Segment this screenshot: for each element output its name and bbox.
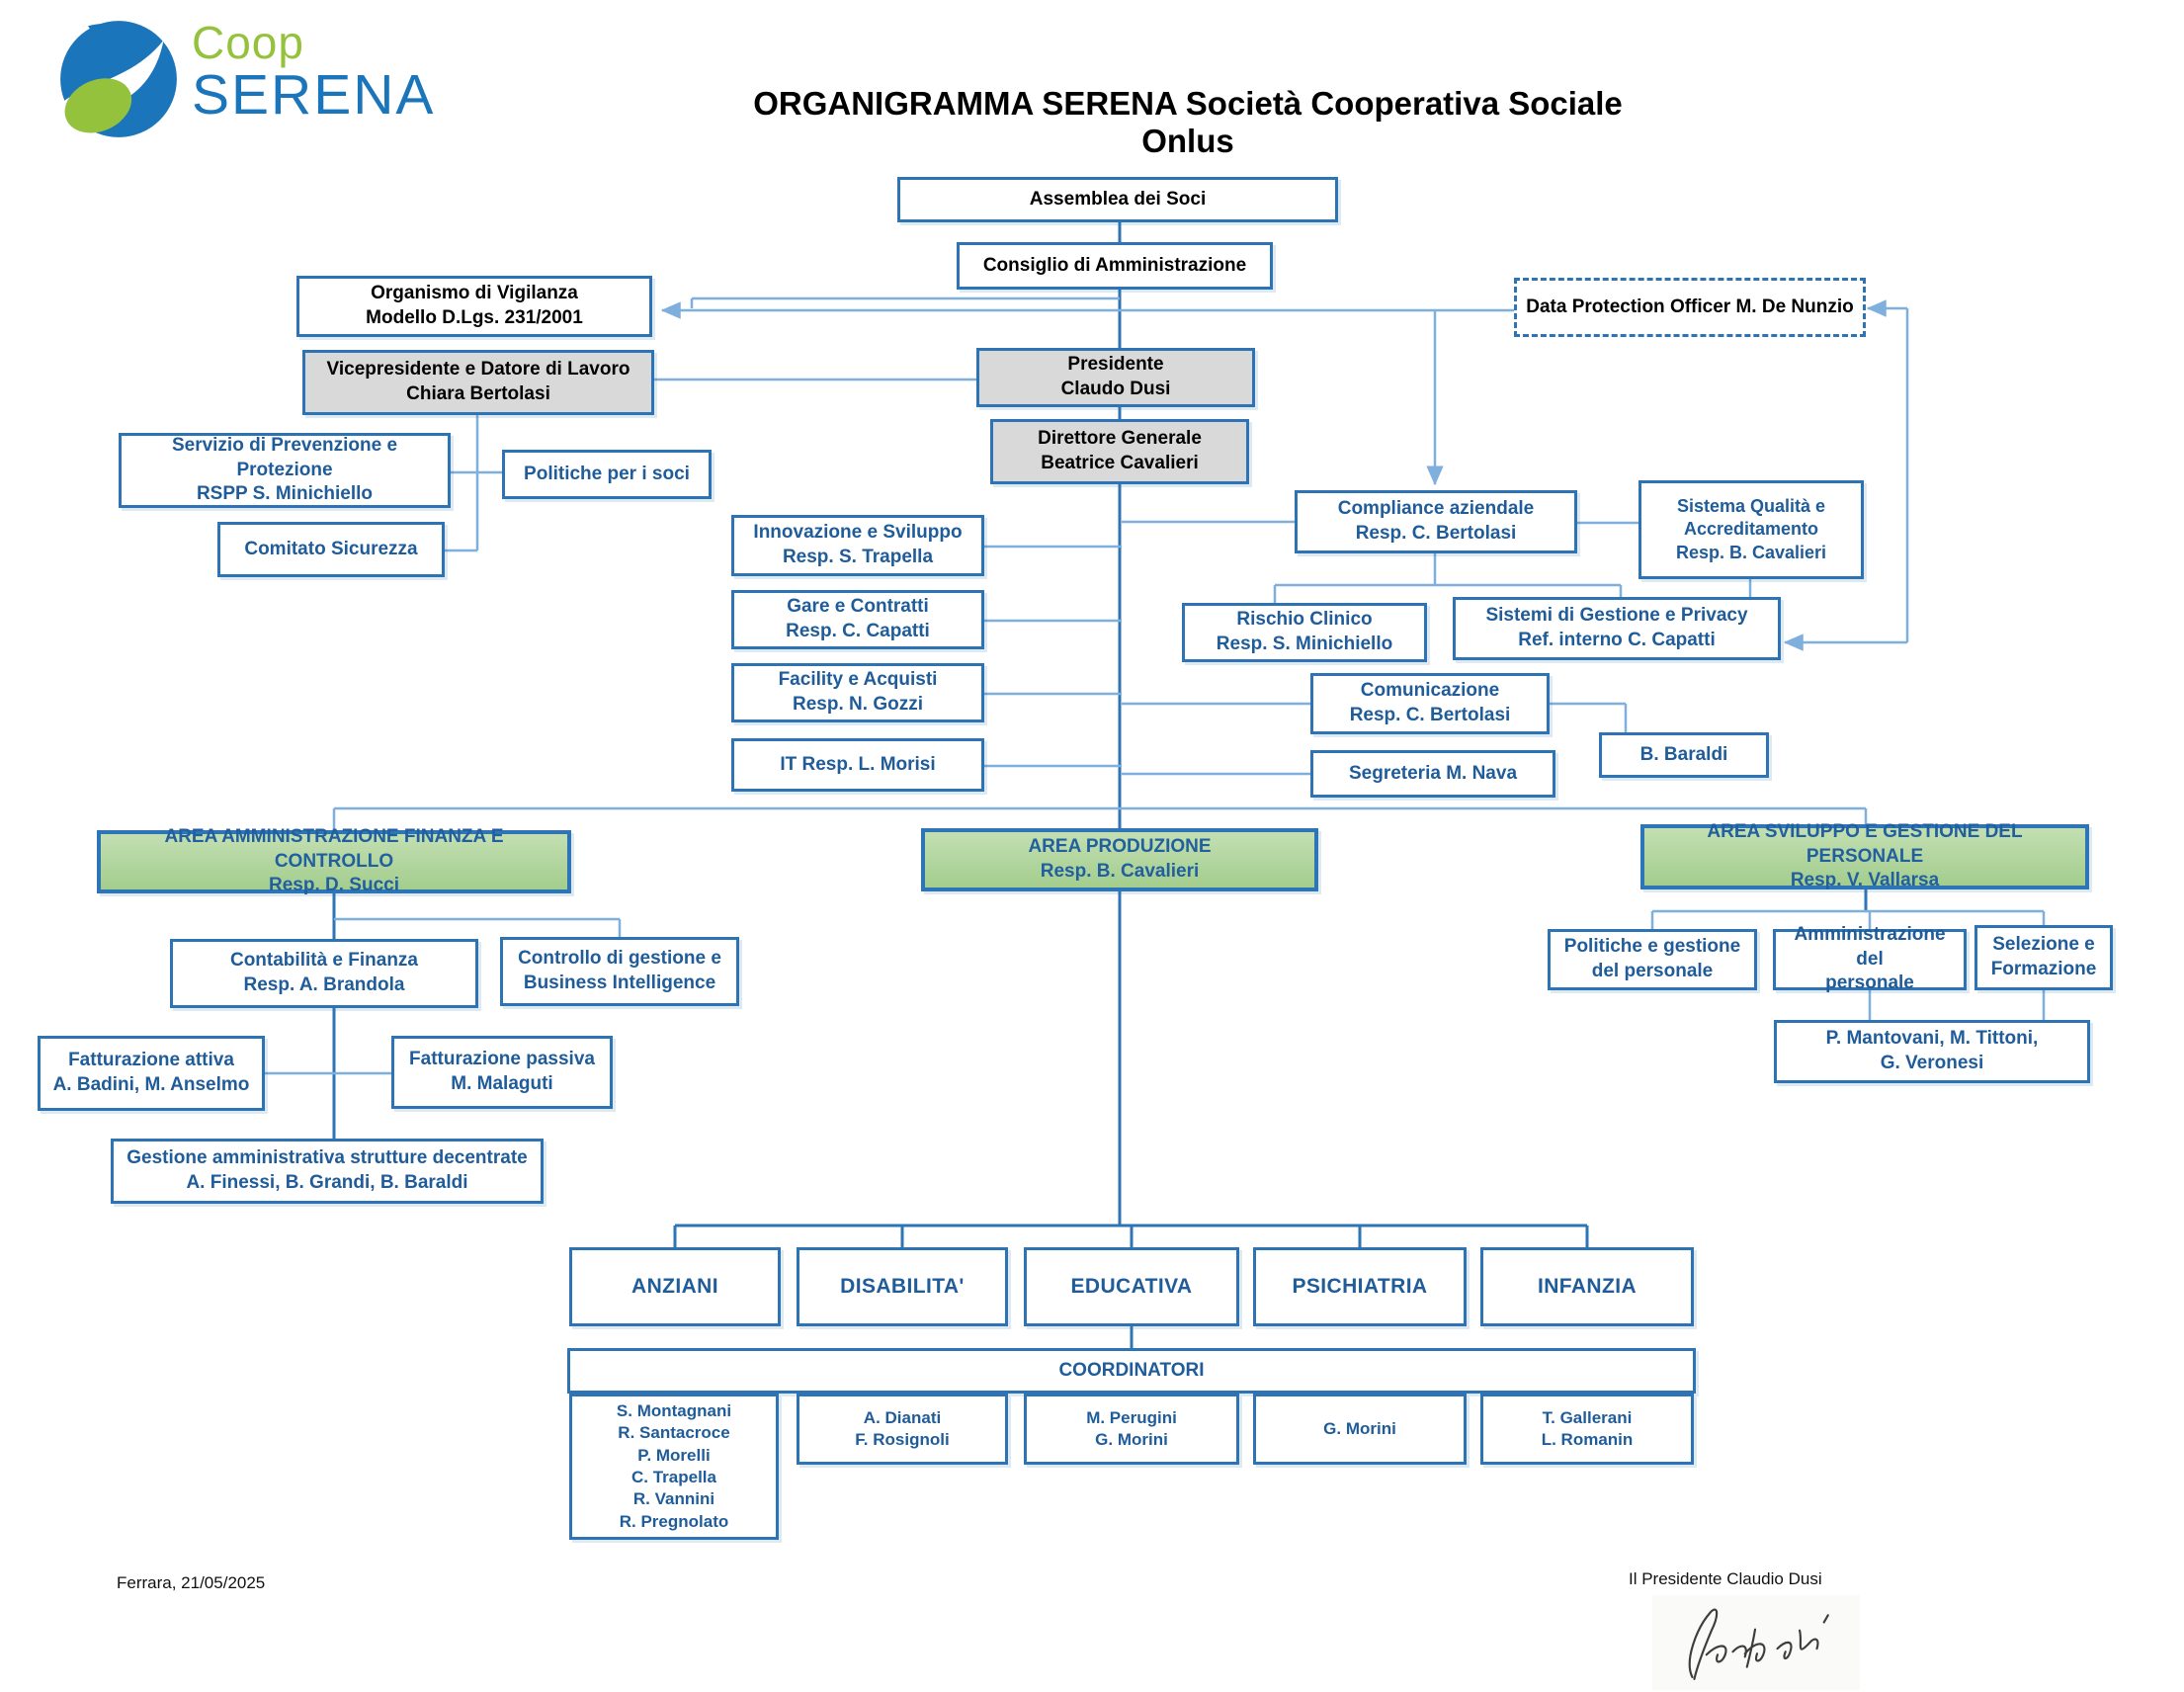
org-box-coord-anziani xyxy=(569,1394,779,1540)
org-box-gestione-amministrativa xyxy=(111,1139,544,1204)
footer-president-label: Il Presidente Claudio Dusi xyxy=(1629,1569,1822,1588)
org-box-line: Controllo di gestione e xyxy=(518,948,721,970)
org-box-line: Politiche per i soci xyxy=(524,463,690,484)
org-box-coordinatori xyxy=(567,1348,1696,1394)
org-box-line: Accreditamento xyxy=(1683,519,1819,540)
logo-coop-label: Coop xyxy=(192,17,304,68)
org-box-facility xyxy=(731,663,984,722)
org-box-controllo-gestione xyxy=(500,937,739,1006)
org-box-psichiatria xyxy=(1253,1247,1467,1326)
org-box-anziani xyxy=(569,1247,781,1326)
org-box-line: G. Morini xyxy=(1095,1430,1168,1449)
org-box-coord-educativa xyxy=(1024,1394,1239,1465)
org-box-line: Innovazione e Sviluppo xyxy=(753,522,963,544)
org-box-line: M. Perugini xyxy=(1086,1407,1177,1427)
org-box-line: Rischio Clinico xyxy=(1236,609,1373,631)
org-box-comunicazione xyxy=(1310,673,1550,734)
org-box-coord-disabilita xyxy=(797,1394,1008,1465)
org-box-consiglio xyxy=(957,242,1273,290)
org-box-line: DISABILITA' xyxy=(840,1275,965,1299)
logo-text xyxy=(192,17,436,127)
org-box-area-sviluppo xyxy=(1640,820,2089,891)
org-box-line: Ref. interno C. Capatti xyxy=(1518,630,1716,650)
org-box-line: Beatrice Cavalieri xyxy=(1041,453,1199,473)
org-box-line: Compliance aziendale xyxy=(1337,498,1535,520)
org-box-line: INFANZIA xyxy=(1537,1275,1638,1299)
org-box-line: Presidente xyxy=(1067,354,1164,376)
org-box-dpo xyxy=(1514,278,1866,337)
org-box-amministrazione-personale xyxy=(1773,923,1967,994)
org-box-area-amministrazione xyxy=(97,825,571,896)
logo-mark-icon xyxy=(57,18,180,140)
org-box-line: Comunicazione xyxy=(1360,680,1500,702)
org-box-line: Formazione xyxy=(1990,959,2097,979)
org-box-line: Chiara Bertolasi xyxy=(406,383,550,404)
org-box-area-produzione xyxy=(921,828,1318,891)
president-signature xyxy=(1652,1595,1860,1690)
org-box-line: C. Trapella xyxy=(631,1468,716,1486)
org-box-compliance xyxy=(1295,490,1577,553)
org-box-organismo xyxy=(296,276,652,337)
org-box-segreteria xyxy=(1310,750,1555,798)
org-box-fatturazione-attiva xyxy=(38,1036,265,1111)
org-box-line: COORDINATORI xyxy=(1058,1359,1205,1381)
org-box-rischio-clinico xyxy=(1182,603,1427,662)
org-box-line: Business Intelligence xyxy=(523,973,716,993)
org-box-line: RSPP S. Minichiello xyxy=(196,483,374,505)
org-box-line: P. Mantovani, M. Tittoni, xyxy=(1825,1028,2039,1050)
org-box-contabilita xyxy=(170,939,478,1008)
org-box-line: Servizio di Prevenzione e Protezione xyxy=(171,434,398,480)
org-box-line: Resp. N. Gozzi xyxy=(793,694,923,715)
org-box-line: del personale xyxy=(1591,961,1714,981)
org-box-infanzia xyxy=(1480,1247,1694,1326)
org-box-selezione-formazione xyxy=(1974,925,2113,990)
org-box-innovazione xyxy=(731,515,984,576)
org-box-coord-psichiatria xyxy=(1253,1394,1467,1465)
org-box-line: Sistemi di Gestione e Privacy xyxy=(1485,605,1748,627)
org-box-mantovani xyxy=(1774,1020,2090,1083)
org-box-line: L. Romanin xyxy=(1541,1430,1634,1449)
org-box-line: Resp. B. Cavalieri xyxy=(1675,542,1827,562)
org-box-line: Data Protection Officer M. De Nunzio xyxy=(1526,296,1854,317)
org-box-educativa xyxy=(1024,1247,1239,1326)
org-box-line: AREA SVILUPPO E GESTIONE DEL PERSONALE xyxy=(1707,820,2023,867)
org-box-line: Claudo Dusi xyxy=(1060,379,1171,399)
signature-icon xyxy=(1667,1602,1845,1683)
org-box-gare-contratti xyxy=(731,590,984,649)
org-box-line: AREA PRODUZIONE xyxy=(1028,836,1212,858)
org-box-sistemi-gestione xyxy=(1453,597,1781,660)
org-box-line: S. Montagnani xyxy=(616,1400,732,1420)
org-box-line: Politiche e gestione xyxy=(1563,936,1741,958)
logo-serena-label: SERENA xyxy=(192,63,436,127)
org-box-line: M. Malaguti xyxy=(451,1073,553,1094)
org-box-coord-infanzia xyxy=(1480,1394,1694,1465)
org-box-line: G. Morini xyxy=(1323,1418,1396,1438)
org-box-it xyxy=(731,738,984,792)
org-box-line: A. Finessi, B. Grandi, B. Baraldi xyxy=(186,1172,468,1193)
org-box-comitato-sicurezza xyxy=(217,522,445,577)
org-box-line: Fatturazione passiva xyxy=(409,1049,595,1070)
org-box-line: Resp. C. Capatti xyxy=(786,621,930,641)
org-box-line: G. Veronesi xyxy=(1880,1053,1984,1073)
org-box-line: Consiglio di Amministrazione xyxy=(982,254,1247,276)
org-box-line: Organismo di Vigilanza xyxy=(371,283,578,304)
org-box-line: Resp. C. Bertolasi xyxy=(1355,523,1517,544)
org-box-line: Gare e Contratti xyxy=(787,596,929,618)
org-box-vicepresidente xyxy=(302,350,654,415)
org-box-qualita xyxy=(1638,480,1864,579)
org-box-line: Resp. S. Minichiello xyxy=(1216,634,1393,654)
org-box-line: Sistema Qualità e xyxy=(1676,495,1826,516)
org-box-line: personale xyxy=(1825,973,1914,994)
org-box-line: Resp. S. Trapella xyxy=(782,547,934,567)
org-box-line: IT Resp. L. Morisi xyxy=(780,753,936,775)
org-box-line: F. Rosignoli xyxy=(855,1430,950,1449)
org-box-direttore xyxy=(990,419,1249,484)
org-box-line: ANZIANI xyxy=(631,1275,718,1299)
org-box-line: EDUCATIVA xyxy=(1070,1275,1193,1299)
org-box-line: R. Vannini xyxy=(632,1489,715,1509)
org-box-politiche-personale xyxy=(1548,929,1757,990)
org-box-line: Selezione e xyxy=(1992,934,2095,956)
org-box-line: T. Gallerani xyxy=(1542,1407,1633,1427)
org-box-line: P. Morelli xyxy=(637,1445,711,1465)
org-box-assemblea xyxy=(897,177,1338,222)
org-box-servizio-prevenzione xyxy=(119,433,451,508)
org-box-disabilita xyxy=(797,1247,1008,1326)
org-box-fatturazione-passiva xyxy=(391,1036,613,1109)
org-box-line: Resp. V. Vallarsa xyxy=(1790,870,1940,891)
org-box-politiche-soci xyxy=(502,450,712,499)
org-box-line: Amministrazione del xyxy=(1794,923,1946,970)
org-box-line: Resp. C. Bertolasi xyxy=(1349,705,1511,725)
org-box-line: Contabilità e Finanza xyxy=(229,950,419,972)
org-box-line: Assemblea dei Soci xyxy=(1029,188,1207,210)
org-box-presidente xyxy=(976,348,1255,407)
org-box-line: R. Pregnolato xyxy=(619,1511,729,1531)
org-box-line: Fatturazione attiva xyxy=(68,1050,234,1071)
org-box-line: Direttore Generale xyxy=(1038,428,1202,450)
org-box-baraldi xyxy=(1599,732,1769,778)
coop-serena-logo xyxy=(57,14,492,144)
org-box-line: Facility e Acquisti xyxy=(778,669,938,691)
org-box-line: PSICHIATRIA xyxy=(1292,1275,1428,1299)
org-box-line: Segreteria M. Nava xyxy=(1348,762,1518,784)
org-box-line: B. Baraldi xyxy=(1639,743,1728,765)
org-box-line: A. Badini, M. Anselmo xyxy=(52,1074,250,1095)
page-title: ORGANIGRAMMA SERENA Società Cooperativa Sociale Onlus xyxy=(753,85,1623,159)
org-box-line: R. Santacroce xyxy=(618,1423,730,1443)
footer-place-date: Ferrara, 21/05/2025 xyxy=(117,1573,266,1592)
org-box-line: Resp. B. Cavalieri xyxy=(1040,861,1200,882)
org-box-line: Resp. D. Succi xyxy=(269,875,399,896)
org-box-line: Comitato Sicurezza xyxy=(244,538,418,559)
org-box-line: Modello D.Lgs. 231/2001 xyxy=(366,307,583,328)
org-box-line: Gestione amministrativa strutture decentrate xyxy=(126,1147,528,1169)
org-box-line: AREA AMMINISTRAZIONE FINANZA E CONTROLLO xyxy=(164,825,504,872)
org-box-line: A. Dianati xyxy=(863,1407,942,1427)
org-box-line: Resp. A. Brandola xyxy=(243,974,405,995)
org-box-line: Vicepresidente e Datore di Lavoro xyxy=(326,359,630,381)
